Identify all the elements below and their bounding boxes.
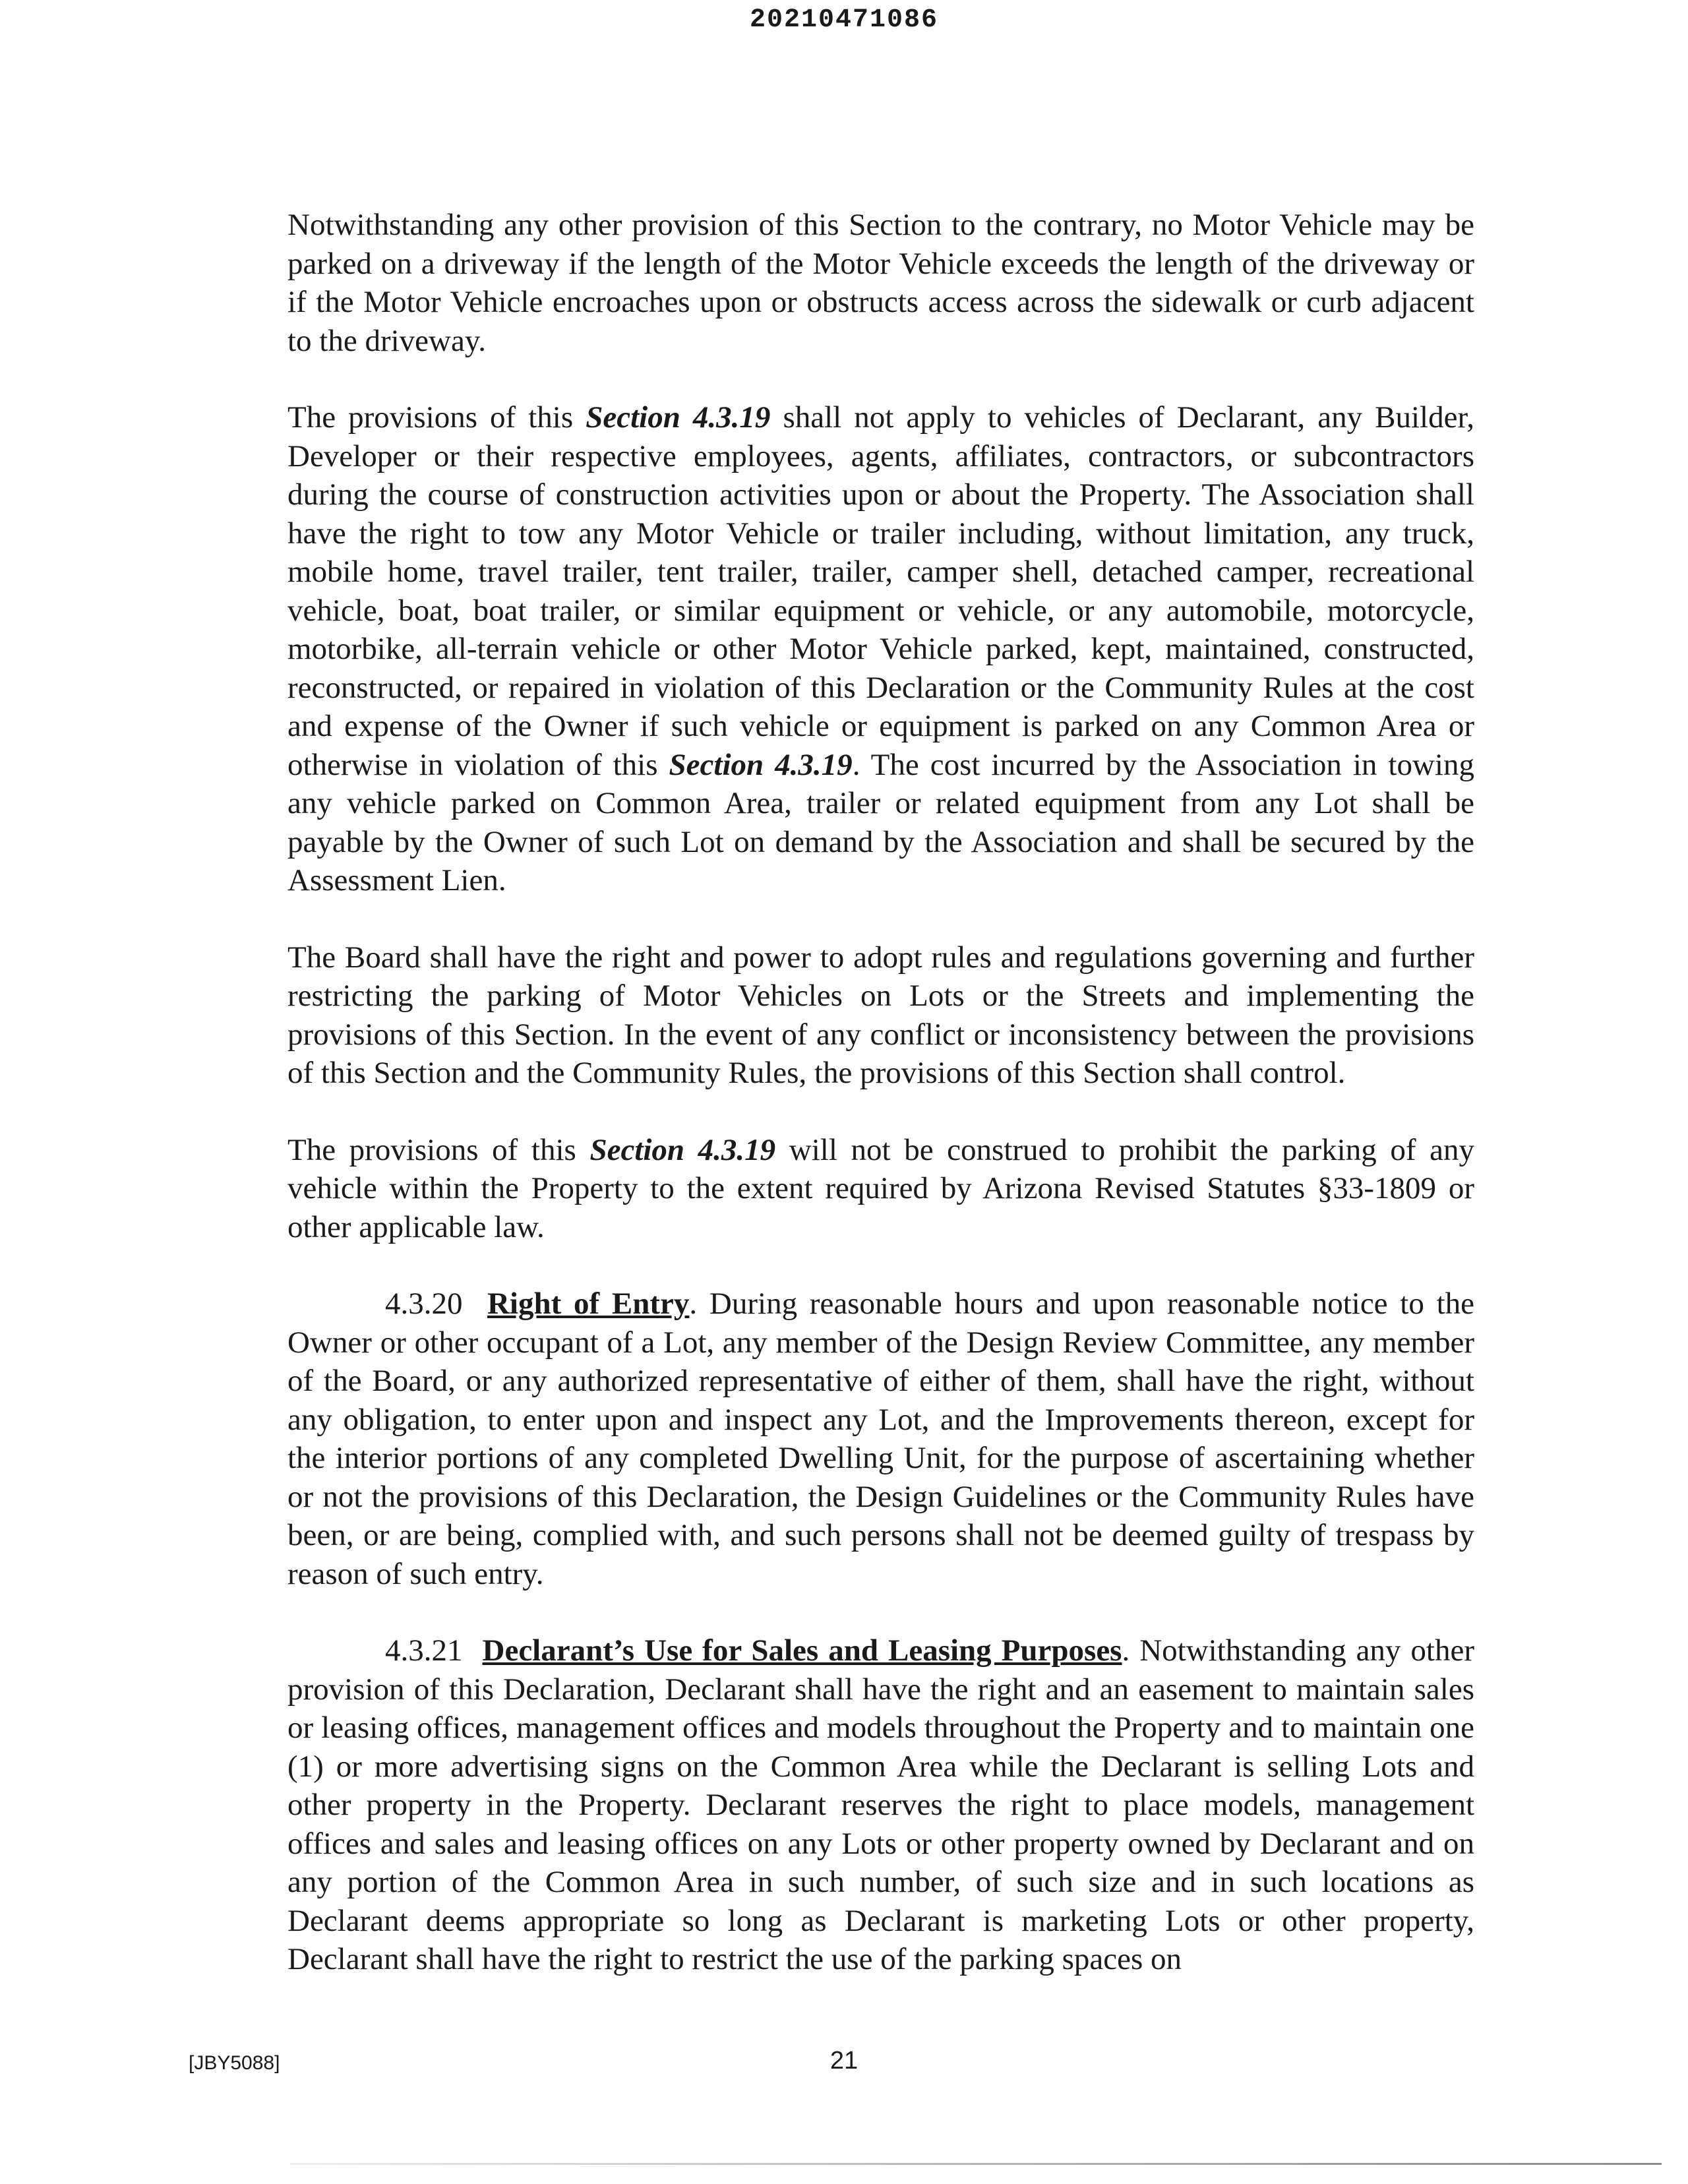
section-4-3-21: [287, 1631, 1474, 1979]
page-number: 21: [829, 2047, 859, 2075]
section-text: . Notwithstanding any other provision of this Declaration, Declarant shall have the right and an easement to maintain sales or leasing offices, management offices and models throughout the Property and to maintain one (1) or more advertising signs on the Common Area while the Declarant is selling Lots and other property in the Property. Declarant reserves the right to place models, management offices and sales and leasing offices on any Lots or other property owned by Declarant and on any portion of the Common Area in such number, of such size and in such locations as Declarant deems appropriate so long as Declarant is marketing Lots or other property, Declarant shall have the right to restrict the use of the parking spaces on: [287, 1633, 1474, 1976]
paragraph-text: The provisions of this: [287, 1132, 590, 1167]
paragraph-text: . The cost incurred by the Association in towing any vehicle parked on Common Area, trailer or related equipment from any Lot shall be payable by the Owner of such Lot on demand by the Association and shall be secured by the Assessment Lien.: [287, 747, 1474, 897]
document-id: [JBY5088]: [189, 2052, 280, 2074]
recording-number: 20210471086: [749, 5, 939, 35]
section-heading: Right of Entry: [487, 1287, 690, 1321]
paragraph-exemptions-towing: [287, 398, 1474, 900]
paragraph-text: shall not apply to vehicles of Declarant, any Builder, Developer or their respective employees, agents, affiliates, contractors, or subcontractors during the course of construction activities upon or about the Property. The Association shall have the right to tow any Motor Vehicle or trailer including, without limitation, any truck, mobile home, travel trailer, tent trailer, trailer, camper shell, detached camper, recreational vehicle, boat, boat trailer, or similar equipment or vehicle, or any automobile, motorcycle, motorbike, all-terrain vehicle or other Motor Vehicle parked, kept, maintained, constructed, reconstructed, or repaired in violation of this Declaration or the Community Rules at the cost and expense of the Owner if such vehicle or equipment is parked on any Common Area or otherwise in violation of this: [287, 400, 1474, 782]
section-reference: Section 4.3.19: [589, 1132, 776, 1167]
paragraph-board-rules: [287, 938, 1474, 1093]
section-reference: Section 4.3.19: [669, 747, 853, 782]
scan-edge-line: [290, 2163, 1662, 2165]
paragraph-text: The Board shall have the right and power to adopt rules and regulations governing and further restricting the parking of Motor Vehicles on Lots or the Streets and implementing the provisions of this Section. In the event of any conflict or inconsistency between the provisions of this Section and the Community Rules, the provisions of this Section shall control.: [287, 940, 1474, 1090]
section-number: 4.3.20: [385, 1287, 463, 1321]
section-number: 4.3.21: [385, 1633, 463, 1668]
section-text: . During reasonable hours and upon reasonable notice to the Owner or other occupant of a Lot, any member of the Design Review Committee, any member of the Board, or any authorized representative of either of them, shall have the right, without any obligation, to enter upon and inspect any Lot, and the Improvements thereon, except for the interior portions of any completed Dwelling Unit, for the purpose of ascertaining whether or not the provisions of this Declaration, the Design Guidelines or the Community Rules have been, or are being, complied with, and such persons shall not be deemed guilty of trespass by reason of such entry.: [287, 1287, 1475, 1591]
section-reference: Section 4.3.19: [586, 400, 771, 435]
paragraph-text: Notwithstanding any other provision of this Section to the contrary, no Motor Vehicle may be parked on a driveway if the length of the Motor Vehicle exceeds the length of the driveway or if the Motor Vehicle encroaches upon or obstructs access across the sidewalk or curb adjacent to the driveway.: [287, 208, 1474, 358]
paragraph-statute-parking: [287, 1131, 1474, 1247]
document-body: [287, 206, 1474, 2017]
paragraph-driveway-length: [287, 206, 1474, 360]
section-heading: Declarant’s Use for Sales and Leasing Purposes: [482, 1633, 1122, 1668]
paragraph-text: The provisions of this: [287, 400, 586, 435]
paragraph-text: will not be construed to prohibit the parking of any vehicle within the Property to the extent required by Arizona Revised Statutes §33-1809 or other applicable law.: [287, 1132, 1474, 1244]
section-4-3-20: [287, 1285, 1474, 1593]
